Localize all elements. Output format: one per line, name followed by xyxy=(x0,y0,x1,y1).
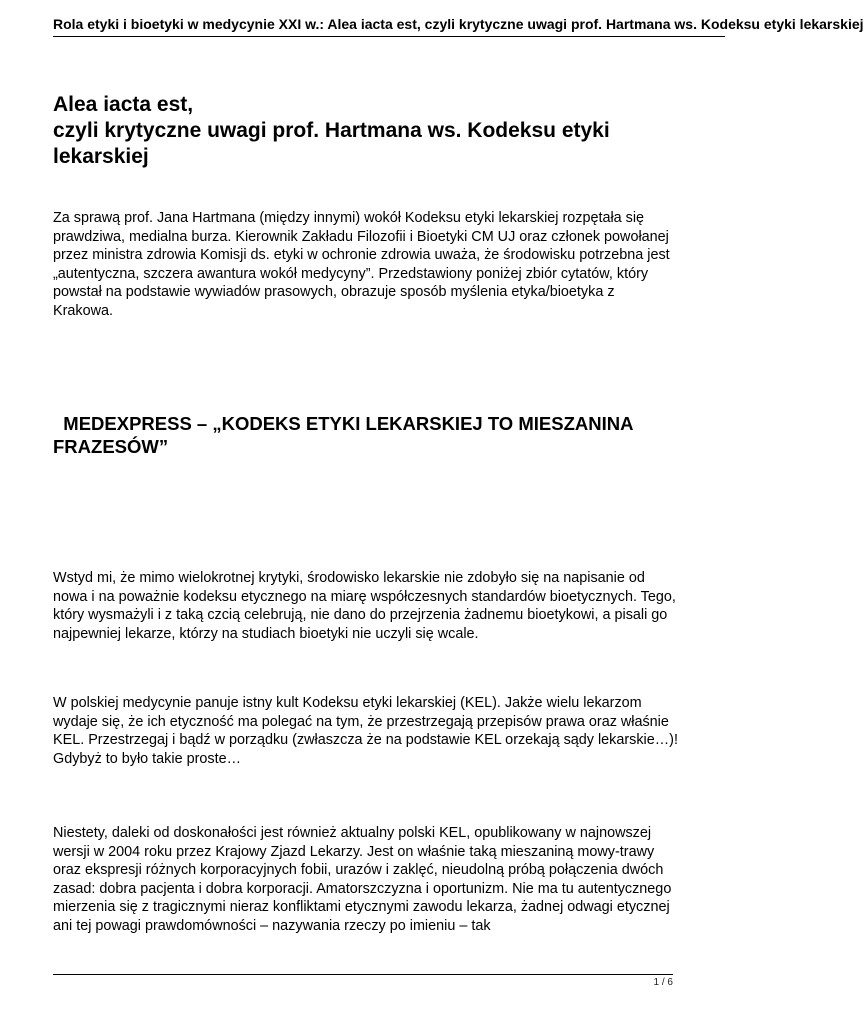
page-number: 1 / 6 xyxy=(653,977,673,988)
article-title xyxy=(53,92,673,170)
article-title-line: czyli krytyczne uwagi prof. Hartmana ws. Kodeksu etyki xyxy=(53,119,610,142)
section-heading: MEDEXPRESS – „KODEKS ETYKI LEKARSKIEJ TO MIESZANINA FRAZESÓW” xyxy=(53,413,638,457)
body-paragraph: W polskiej medycynie panuje istny kult Kodeksu etyki lekarskiej (KEL). Jakże wielu lekarzom wydaje się, że ich etyczność ma polegać na tym, że przestrzegają przepisów prawa oraz właśnie KEL. Przestrzegaj i bądź w porządku (zwłaszcza że na podstawie KEL orzekają sądy lekarskie…)! Gdybyż to było takie proste… xyxy=(53,695,678,767)
intro-paragraph: Za sprawą prof. Jana Hartmana (między innymi) wokół Kodeksu etyki lekarskiej rozpętała się prawdziwa, medialna burza. Kierownik Zakładu Filozofii i Bioetyki CM UJ oraz członek powołanej przez ministra zdrowia Komisji ds. etyki w ochronie zdrowia uważa, że środowisku potrzebna jest „autentyczna, szczera awantura wokół medycyny”. Przedstawiony poniżej zbiór cytatów, który powstał na podstawie wywiadów prasowych, obrazuje sposób myślenia etyka/bioetyka z Krakowa. xyxy=(53,210,670,319)
body-paragraph: Wstyd mi, że mimo wielokrotnej krytyki, środowisko lekarskie nie zdobyło się na napisanie od nowa i na poważnie kodeksu etycznego na miarę współczesnych standardów bioetycznych. Tego, który wysmażyli i z taką czcią celebrują, nie dano do przejrzenia żadnemu bioetykowi, a pisali go najpewniej lekarze, którzy na studiach bioetyki nie uczyli się wcale. xyxy=(53,570,676,642)
footer-divider xyxy=(53,974,673,975)
article-title-line: Alea iacta est, xyxy=(53,93,194,116)
running-header: Rola etyki i bioetyki w medycynie XXI w.: Alea iacta est, czyli krytyczne uwagi prof. Hartmana ws. Kodeksu etyki lekarskiej xyxy=(53,14,725,37)
body-paragraph: Niestety, daleki od doskonałości jest również aktualny polski KEL, opublikowany w najnowszej wersji w 2004 roku przez Krajowy Zjazd Lekarzy. Jest on właśnie taką mieszaniną mowy-trawy oraz ekspresji różnych korporacyjnych fobii, urazów i zaklęć, nieudolną próbą połączenia dwóch zasad: dobra pacjenta i dobra korporacji. Amatorszczyzna i oportunizm. Nie ma tu autentycznego mierzenia się z tragicznymi nieraz konfliktami etycznymi zawodu lekarza, żadnej odwagi etycznej ani tej powagi prawdomówności – nazywania rzeczy po imieniu – tak xyxy=(53,825,672,934)
article-title-line: lekarskiej xyxy=(53,145,149,168)
